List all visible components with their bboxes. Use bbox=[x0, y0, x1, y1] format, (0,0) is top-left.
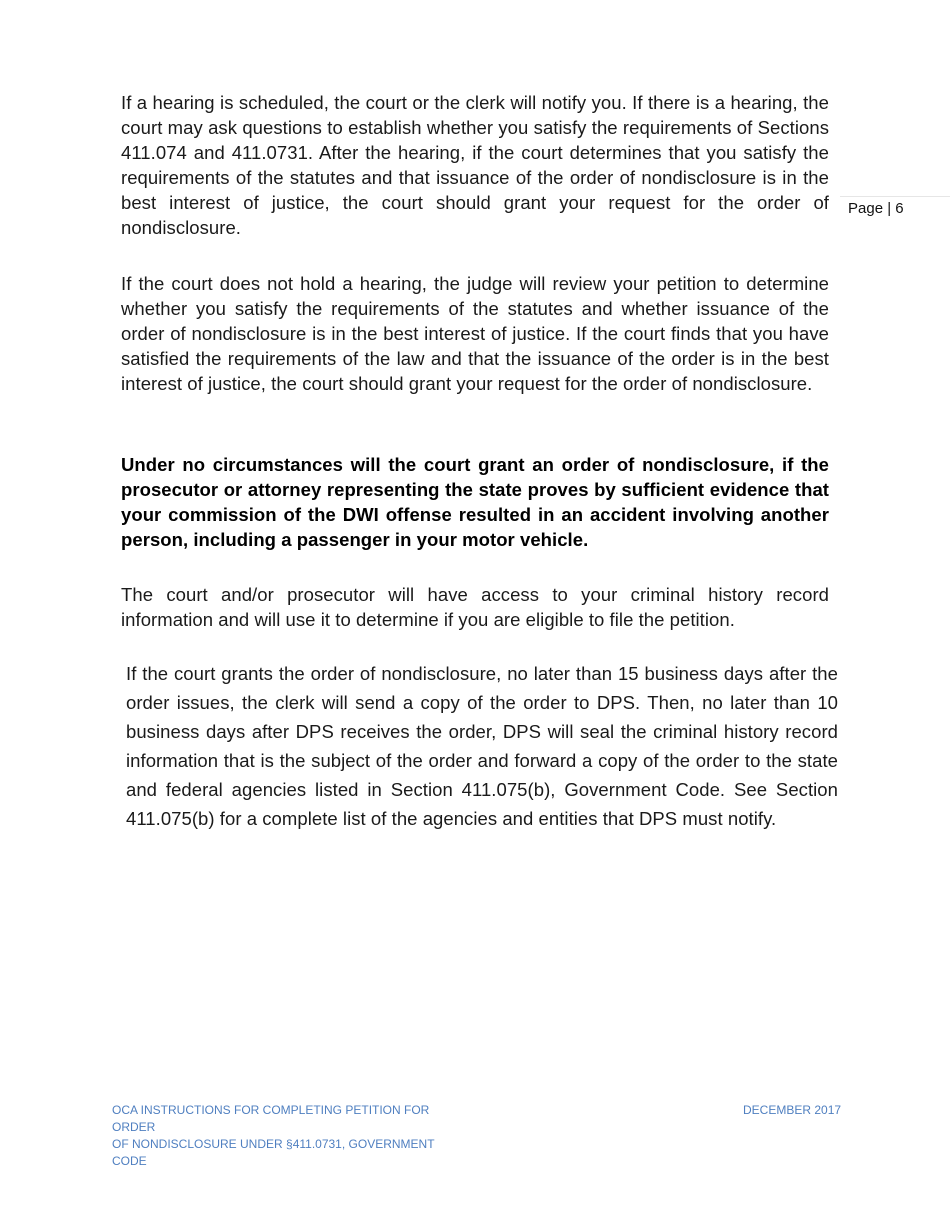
footer-title-line: CODE bbox=[112, 1154, 147, 1168]
page-number-divider bbox=[840, 196, 950, 197]
paragraph-dwi-accident-warning: Under no circumstances will the court grant an order of nondisclosure, if the prosecutor or attorney representing the state proves by sufficient evidence that your commission of the DWI offense resulted in an accident involving another person, including a passenger in your motor vehicle. bbox=[121, 454, 829, 550]
paragraph-no-hearing: If the court does not hold a hearing, the judge will review your petition to determine whether you satisfy the requirements of the statutes and whether issuance of the order of nondisclosure is in the best interest of justice. If the court finds that you have satisfied the requirements of the law and that the issuance of the order is in the best interest of justice, the court should grant your request for the order of nondisclosure. bbox=[121, 273, 829, 394]
paragraph-hearing-scheduled: If a hearing is scheduled, the court or the clerk will notify you. If there is a hearing, the court may ask questions to establish whether you satisfy the requirements of Sections 411.074 and 411.0731. After the hearing, if the court determines that you satisfy the requirements of the statutes and that issuance of the order of nondisclosure is in the best interest of justice, the court should grant your request for the order of nondisclosure. bbox=[121, 92, 829, 238]
paragraph-order-granted-procedure: If the court grants the order of nondisclosure, no later than 15 business days after the order issues, the clerk will send a copy of the order to DPS. Then, no later than 10 business days after DPS receives the order, DPS will seal the criminal history record information that is the subject of the order and forward a copy of the order to the state and federal agencies listed in Section 411.075(b), Government Code. See Section 411.075(b) for a complete list of the agencies and entities that DPS must notify. bbox=[126, 663, 838, 829]
footer-title-line: OCA INSTRUCTIONS FOR COMPLETING PETITION FOR ORDER bbox=[112, 1103, 430, 1134]
footer-title-line: OF NONDISCLOSURE UNDER §411.0731, GOVERNMENT bbox=[112, 1137, 435, 1151]
paragraph-criminal-history-access: The court and/or prosecutor will have access to your criminal history record information and will use it to determine if you are eligible to file the petition. bbox=[121, 584, 829, 630]
footer-date: DECEMBER 2017 bbox=[743, 1103, 842, 1117]
page-number: Page | 6 bbox=[848, 200, 904, 217]
footer-document-title bbox=[112, 1102, 472, 1170]
